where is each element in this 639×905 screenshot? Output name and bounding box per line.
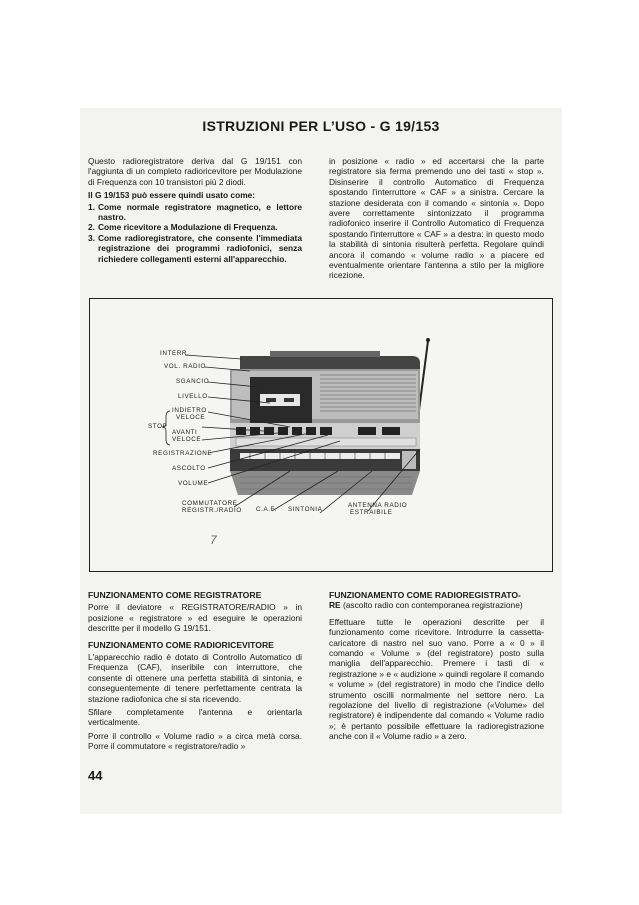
radio-recorder-section xyxy=(329,590,544,745)
list-text: Come normale registratore magnetico, e lettore nastro. xyxy=(98,201,302,223)
device-figure xyxy=(89,298,553,572)
list-text: Come radioregistratore, che consente l'immediata registrazione dei programmi radiofonici, senza richiedere collegamenti esterni all'apparecchio. xyxy=(98,232,302,264)
usage-lead: Il G 19/153 può essere quindi usato come: xyxy=(88,190,256,201)
label-indietro-veloce xyxy=(172,407,207,421)
label-sgancio: SGANCIO xyxy=(176,378,210,385)
heading-subtitle: (ascolto radio con contemporanea registrazione) xyxy=(340,600,523,611)
label-livello: LIVELLO xyxy=(178,393,208,400)
section-heading: FUNZIONAMENTO COME RADIOREGISTRATO- xyxy=(329,590,521,600)
label-avanti-line1: AVANTI xyxy=(172,429,198,436)
list-item xyxy=(88,202,302,223)
label-registrazione: REGISTRAZIONE xyxy=(153,450,213,457)
radio-instructions-column xyxy=(329,156,544,284)
label-stop: STOP xyxy=(148,423,168,430)
section-heading: FUNZIONAMENTO COME RADIORICEVITORE xyxy=(88,639,274,650)
label-antenna xyxy=(348,502,407,516)
label-commutatore-line1: COMMUTATORE xyxy=(182,500,238,507)
label-caf: C.A.F. xyxy=(256,506,277,513)
usage-list xyxy=(88,202,302,264)
label-antenna-line1: ANTENNA RADIO xyxy=(348,502,408,509)
list-number: 3. xyxy=(88,232,95,243)
radio-instructions-text: in posizione « radio » ed accertarsi che la parte registratore sia ferma premendo uno dei tasti « stop ». Disinserire il controllo Automatico di Frequenza spostando l'interruttore « CAF » a sinistra. Cercare la stazione desiderata con il comando « sintonia ». Dopo avere correttamente sintonizzato il programma radiofonico inserire il Controllo Automatico di Frequenza spostando l'interruttore « CAF » a destra: in questo modo la stabilità di sintonia risulterà perfetta. Regolare quindi ancora il comando « volume radio » a piacere ed eventualmente orientare l'antenna a stilo per la migliore ricezione. xyxy=(329,156,544,281)
label-sintonia: SINTONIA xyxy=(288,506,323,513)
list-text: Come ricevitore a Modulazione di Frequenza. xyxy=(98,222,278,233)
section-heading: FUNZIONAMENTO COME REGISTRATORE xyxy=(88,590,262,600)
label-antenna-line2: ESTRAIBILE xyxy=(350,509,393,516)
section-paragraph: Sfilare completamente l'antenna e orientarla verticalmente. xyxy=(88,707,302,728)
label-commutatore xyxy=(182,500,242,514)
list-number: 1. xyxy=(88,201,95,212)
list-item xyxy=(88,233,302,264)
label-indietro-line1: INDIETRO xyxy=(172,407,207,414)
label-ascolto: ASCOLTO xyxy=(172,465,206,472)
label-indietro-line2: VELOCE xyxy=(176,414,206,421)
section-paragraph: Porre il controllo « Volume radio » a circa metà corsa. Porre il commutatore « registratore/radio » xyxy=(88,730,302,752)
label-avanti-veloce xyxy=(172,429,201,443)
label-interr: INTERR. xyxy=(160,350,190,357)
label-vol-radio: VOL. RADIO xyxy=(164,363,207,370)
section-paragraph: Effettuare tutte le operazioni descritte per il funzionamento come ricevitore. Introdurre la cassetta-caricatore di nastro nel suo vano. Porre a « 0 » il comando « Volume » (del registratore) posto sulla maniglia dell'apparecchio. Premere i tasti di « registrazione » e « audizione » quindi regolare il comando « volume » (del registratore) in modo che l'indice dello strumento oscilli normalmente nel settore nero. La regolazione del livello di registrazione («Volume» del registratore) è indipendente dal comando « Volume radio »; è pertanto possibile effettuare la radioregistrazione anche con il « Volume radio » a zero. xyxy=(329,616,544,742)
label-volume: VOLUME xyxy=(178,480,209,487)
figure-number: 7 xyxy=(210,533,218,547)
page-number: 44 xyxy=(88,768,103,783)
heading-tail: RE xyxy=(329,600,341,611)
intro-column xyxy=(88,156,302,264)
section-paragraph: Porre il deviatore « REGISTRATORE/RADIO » in posizione « registratore » ed eseguire le operazioni descritte per il modello G 19/151. xyxy=(88,602,302,634)
page-title: ISTRUZIONI PER L’USO - G 19/153 xyxy=(202,118,440,134)
list-item xyxy=(88,222,302,232)
intro-paragraph: Questo radioregistratore deriva dal G 19/151 con l'aggiunta di un completo radioricevitore per Modulazione di Frequenza con 10 transistori più 2 diodi. xyxy=(88,156,302,187)
section-heading-continued xyxy=(329,600,544,610)
label-commutatore-line2: REGISTR./RADIO xyxy=(182,507,242,514)
radio-recorder-illustration xyxy=(90,299,552,571)
label-avanti-line2: VELOCE xyxy=(172,436,202,443)
recorder-section xyxy=(88,590,302,755)
section-paragraph: L'apparecchio radio è dotato di Controllo Automatico di Frequenza (CAF), inseribile con interruttore, che consente di ottenere una perfetta stabilità di sintonia, e conseguentemente di tenere perfettamente centrata la stazione radiofonica che si sta ricevendo. xyxy=(88,652,302,704)
list-number: 2. xyxy=(88,222,95,233)
